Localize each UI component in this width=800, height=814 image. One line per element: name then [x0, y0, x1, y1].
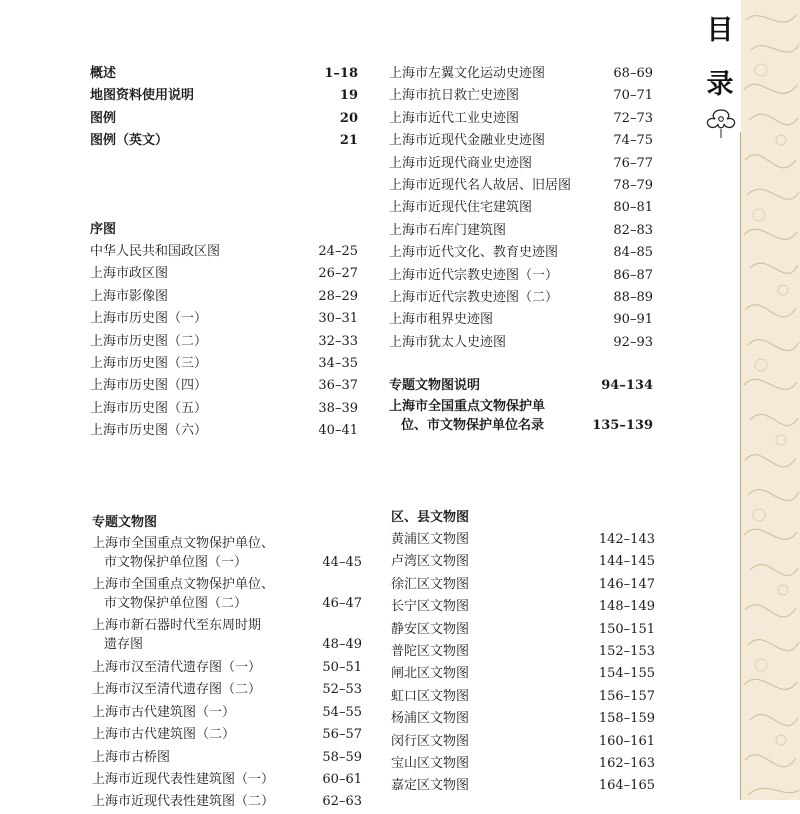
toc-entry[interactable] — [90, 286, 358, 308]
toc-entry-title: 上海市全国重点文物保护单 — [389, 399, 546, 415]
toc-entry-pages: 84–85 — [613, 245, 653, 261]
toc-entry[interactable] — [90, 420, 358, 442]
toc-entry[interactable] — [391, 775, 655, 797]
toc-section-intro — [90, 63, 358, 153]
toc-entry-title: 上海市政区图 — [90, 266, 169, 282]
toc-entry-pages: 44–45 — [322, 555, 362, 570]
toc-entry-title-cont: 市文物保护单位图（一） — [104, 555, 248, 570]
toc-entry-pages: 38–39 — [318, 400, 358, 416]
toc-entry[interactable] — [389, 242, 653, 264]
toc-entry-pages: 48–49 — [322, 637, 362, 652]
toc-entry-title-cont: 位、市文物保护单位名录 — [401, 418, 545, 434]
toc-entry-pages: 90–91 — [613, 312, 653, 328]
toc-entry-pages: 148–149 — [598, 599, 655, 615]
toc-entry-title: 上海市历史图（五） — [90, 400, 208, 416]
toc-entry-title: 上海市租界史迹图 — [389, 312, 494, 328]
toc-entry-title: 上海市近现代金融业史迹图 — [389, 133, 546, 149]
toc-entry-title: 上海市全国重点文物保护单位、 — [92, 577, 275, 592]
toc-entry[interactable] — [92, 791, 362, 813]
toc-entry[interactable] — [391, 663, 655, 685]
toc-entry[interactable] — [389, 220, 653, 242]
toc-entry[interactable] — [90, 108, 358, 130]
toc-entry[interactable] — [391, 574, 655, 596]
toc-entry[interactable] — [90, 85, 358, 107]
toc-entry-pages: 154–155 — [598, 666, 655, 682]
toc-entry-title: 闵行区文物图 — [391, 733, 470, 749]
toc-entry[interactable] — [391, 731, 655, 753]
toc-entry-pages: 142–143 — [598, 532, 655, 547]
toc-entry[interactable] — [90, 241, 358, 263]
toc-entry-pages: 24–25 — [318, 244, 358, 259]
toc-entry[interactable] — [90, 130, 358, 152]
toc-entry-pages: 78–79 — [613, 178, 653, 194]
toc-entry-pages: 20 — [339, 110, 358, 126]
toc-section-right-bold — [389, 375, 653, 438]
toc-entry-pages: 70–71 — [613, 88, 653, 104]
toc-entry-title: 上海市近现代表性建筑图（二） — [92, 794, 275, 810]
toc-entry[interactable] — [90, 308, 358, 330]
toc-entry-pages: 28–29 — [318, 288, 358, 304]
toc-entry[interactable] — [92, 575, 362, 613]
toc-entry-title: 上海市新石器时代至东周时期 — [92, 618, 262, 633]
toc-entry-title: 上海市古代建筑图（二） — [92, 727, 236, 743]
toc-entry-pages: 32–33 — [318, 333, 358, 349]
toc-entry[interactable] — [90, 375, 358, 397]
toc-entry[interactable] — [389, 108, 653, 130]
toc-entry-pages: 60–61 — [322, 772, 362, 788]
section-heading: 专题文物图 — [92, 515, 158, 530]
page-title-char: 目 — [706, 15, 734, 46]
toc-entry-title: 上海市石库门建筑图 — [389, 222, 507, 238]
toc-entry-title: 上海市汉至清代遗存图（二） — [92, 682, 262, 698]
toc-entry-pages: 156–157 — [598, 688, 655, 704]
toc-entry[interactable] — [389, 265, 653, 287]
toc-entry[interactable] — [90, 353, 358, 375]
toc-entry-title: 黄浦区文物图 — [391, 532, 470, 547]
toc-entry-pages: 150–151 — [598, 621, 655, 637]
toc-entry[interactable] — [92, 747, 362, 769]
toc-entry[interactable] — [92, 769, 362, 791]
toc-entry-title: 上海市近代工业史迹图 — [389, 110, 520, 126]
toc-entry-title: 虹口区文物图 — [391, 688, 470, 704]
section-heading: 区、县文物图 — [391, 510, 470, 525]
toc-entry-title: 上海市近代宗教史迹图（一） — [389, 267, 559, 283]
toc-entry-title: 杨浦区文物图 — [391, 711, 470, 727]
toc-entry-pages: 50–51 — [322, 660, 362, 675]
toc-entry-title: 图例 — [90, 110, 117, 126]
toc-entry-pages: 72–73 — [613, 110, 653, 126]
toc-entry-title-cont: 市文物保护单位图（二） — [104, 596, 248, 611]
toc-entry-title: 上海市汉至清代遗存图（一） — [92, 660, 262, 675]
toc-entry[interactable] — [92, 534, 362, 572]
toc-entry[interactable] — [92, 657, 362, 679]
toc-section-quxian — [391, 507, 655, 798]
toc-entry[interactable] — [391, 619, 655, 641]
toc-entry-pages: 30–31 — [318, 311, 358, 327]
toc-entry-pages: 76–77 — [613, 155, 653, 171]
toc-entry[interactable] — [389, 153, 653, 175]
toc-entry-pages: 162–163 — [598, 756, 655, 772]
toc-entry-pages: 36–37 — [318, 378, 358, 394]
toc-entry-pages: 92–93 — [613, 334, 653, 350]
toc-entry-title: 上海市近现代名人故居、旧居图 — [389, 178, 572, 194]
toc-entry-title: 地图资料使用说明 — [90, 88, 195, 104]
toc-entry[interactable] — [389, 287, 653, 309]
toc-entry-pages: 21 — [339, 133, 358, 149]
toc-entry-title: 上海市历史图（六） — [90, 423, 208, 439]
toc-entry-pages: 94–134 — [601, 378, 653, 393]
toc-entry[interactable] — [90, 398, 358, 420]
toc-entry[interactable] — [391, 596, 655, 618]
toc-entry-pages: 54–55 — [322, 704, 362, 720]
toc-entry-pages: 19 — [339, 88, 358, 104]
toc-entry-pages: 56–57 — [322, 727, 362, 743]
toc-section-right-top — [389, 63, 653, 354]
toc-entry-pages: 68–69 — [613, 66, 653, 81]
toc-entry[interactable] — [389, 197, 653, 219]
ruyi-cloud-ornament-icon — [701, 104, 741, 138]
toc-entry-title: 上海市古代建筑图（一） — [92, 704, 236, 720]
toc-entry-pages: 152–153 — [598, 644, 655, 660]
toc-entry-pages: 52–53 — [322, 682, 362, 698]
toc-entry-pages: 58–59 — [322, 749, 362, 765]
toc-entry-title: 上海市近现代商业史迹图 — [389, 155, 533, 171]
toc-entry[interactable] — [391, 753, 655, 775]
toc-entry[interactable] — [92, 702, 362, 724]
toc-entry-title: 上海市影像图 — [90, 288, 169, 304]
toc-entry-title: 上海市历史图（二） — [90, 333, 208, 349]
toc-entry[interactable] — [391, 529, 655, 551]
toc-entry[interactable] — [90, 263, 358, 285]
toc-entry-pages: 1–18 — [324, 66, 358, 81]
toc-entry-title: 图例（英文） — [90, 133, 169, 149]
toc-entry[interactable] — [391, 551, 655, 573]
toc-entry-title: 宝山区文物图 — [391, 756, 470, 772]
toc-section-xutu — [90, 219, 358, 443]
toc-entry-title: 嘉定区文物图 — [391, 778, 470, 794]
toc-entry-title: 上海市古桥图 — [92, 749, 171, 765]
toc-entry-title: 上海市历史图（一） — [90, 311, 208, 327]
toc-entry-pages: 135–139 — [592, 418, 653, 434]
page-title — [700, 4, 740, 112]
toc-entry-pages: 144–145 — [598, 554, 655, 570]
toc-entry-pages: 146–147 — [598, 576, 655, 592]
toc-entry[interactable] — [389, 375, 653, 397]
toc-entry-pages: 88–89 — [613, 290, 653, 306]
toc-entry-pages: 86–87 — [613, 267, 653, 283]
toc-entry-title: 概述 — [90, 66, 117, 81]
toc-entry[interactable] — [389, 397, 653, 435]
toc-entry-title: 专题文物图说明 — [389, 378, 481, 393]
toc-entry[interactable] — [391, 641, 655, 663]
toc-entry-pages: 34–35 — [318, 356, 358, 372]
toc-entry-title: 上海市历史图（四） — [90, 378, 208, 394]
toc-entry-title: 上海市历史图（三） — [90, 356, 208, 372]
dragon-pattern-icon — [741, 0, 800, 800]
toc-entry[interactable] — [92, 679, 362, 701]
toc-entry-pages: 82–83 — [613, 222, 653, 238]
toc-entry-title: 上海市近代文化、教育史迹图 — [389, 245, 559, 261]
toc-entry-pages: 26–27 — [318, 266, 358, 282]
toc-entry-title: 长宁区文物图 — [391, 599, 470, 615]
toc-entry-pages: 62–63 — [322, 794, 362, 810]
toc-entry[interactable] — [391, 708, 655, 730]
toc-entry-pages: 158–159 — [598, 711, 655, 727]
toc-entry-title: 中华人民共和国政区图 — [90, 244, 221, 259]
page-title-char: 录 — [706, 69, 734, 100]
toc-entry-title: 卢湾区文物图 — [391, 554, 470, 570]
toc-entry[interactable] — [92, 616, 362, 654]
toc-entry[interactable] — [90, 63, 358, 85]
toc-entry-pages: 164–165 — [598, 778, 655, 794]
toc-entry-title: 上海市抗日救亡史迹图 — [389, 88, 520, 104]
toc-section-zhuanti — [92, 512, 362, 814]
toc-entry[interactable] — [389, 309, 653, 331]
toc-entry-title: 普陀区文物图 — [391, 644, 470, 660]
toc-entry[interactable] — [389, 175, 653, 197]
toc-entry-title: 闸北区文物图 — [391, 666, 470, 682]
toc-entry-pages: 46–47 — [322, 596, 362, 611]
toc-entry-title: 上海市近现代表性建筑图（一） — [92, 772, 275, 788]
toc-entry-pages: 160–161 — [598, 733, 655, 749]
toc-entry-title: 上海市犹太人史迹图 — [389, 334, 507, 350]
toc-entry[interactable] — [389, 332, 653, 354]
toc-entry[interactable] — [389, 85, 653, 107]
toc-entry[interactable] — [389, 130, 653, 152]
toc-entry[interactable] — [90, 331, 358, 353]
toc-entry-pages: 40–41 — [318, 423, 358, 439]
toc-entry-pages: 80–81 — [613, 200, 653, 216]
toc-entry[interactable] — [389, 63, 653, 85]
toc-entry-title: 上海市近代宗教史迹图（二） — [389, 290, 559, 306]
toc-entry-title: 上海市左翼文化运动史迹图 — [389, 66, 546, 81]
decorative-pattern-band — [741, 0, 800, 800]
toc-entry-title-cont: 遗存图 — [104, 637, 144, 652]
toc-entry-pages: 74–75 — [613, 133, 653, 149]
toc-entry-title: 静安区文物图 — [391, 621, 470, 637]
toc-entry[interactable] — [92, 724, 362, 746]
toc-entry-title: 上海市近现代住宅建筑图 — [389, 200, 533, 216]
toc-entry-title: 徐汇区文物图 — [391, 576, 470, 592]
toc-entry-title: 上海市全国重点文物保护单位、 — [92, 536, 275, 551]
toc-entry[interactable] — [391, 686, 655, 708]
section-heading: 序图 — [90, 222, 117, 237]
